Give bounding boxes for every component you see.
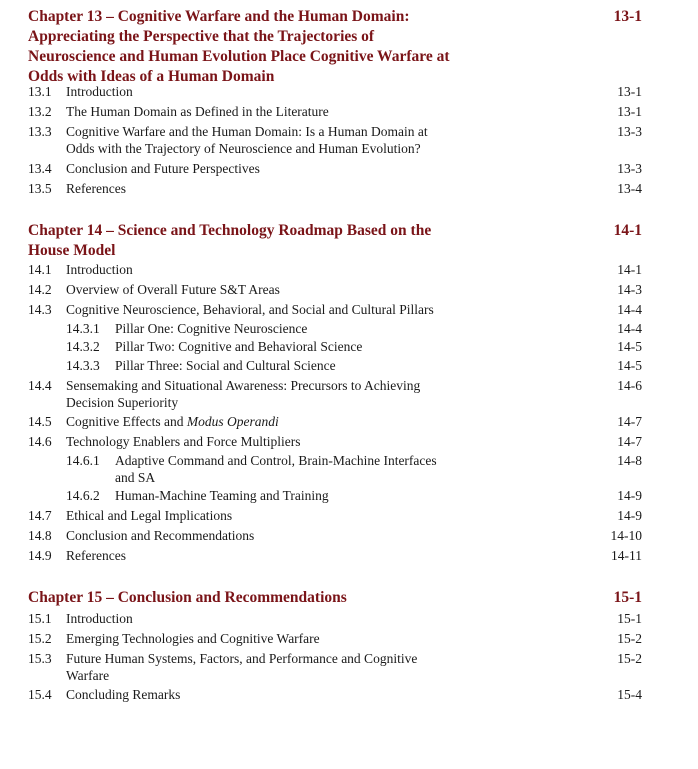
chapter-title: Chapter 15 – Conclusion and Recommendations	[28, 589, 347, 606]
section-page: 13-1	[617, 84, 642, 99]
section-number: 13.4	[28, 161, 52, 176]
section-number: 14.3.1	[66, 321, 100, 336]
section-page: 14-5	[617, 358, 642, 373]
section-number: 14.7	[28, 508, 52, 523]
section-page: 14-9	[617, 488, 642, 503]
section-page: 14-10	[610, 528, 642, 543]
section-title: Human-Machine Teaming and Training	[115, 488, 329, 503]
section-page: 13-1	[617, 104, 642, 119]
chapter-title: Chapter 13 – Cognitive Warfare and the Human Domain: Appreciating the Perspective that the Trajectories of Neuroscience and Human Evolution Place Cognitive Warfare at Odds with Ideas of a Human Domain	[28, 8, 450, 85]
section-page: 13-3	[617, 161, 642, 176]
section-page: 14-9	[617, 508, 642, 523]
section-page: 14-11	[611, 548, 642, 563]
section-page: 14-7	[617, 434, 642, 449]
section-title: Cognitive Neuroscience, Behavioral, and Social and Cultural Pillars	[66, 302, 434, 317]
section-number: 15.3	[28, 651, 52, 666]
section-number: 14.8	[28, 528, 52, 543]
section-title: Introduction	[66, 84, 133, 99]
section-title: Pillar Two: Cognitive and Behavioral Science	[115, 339, 363, 354]
section-number: 13.3	[28, 124, 52, 139]
section-number: 15.1	[28, 611, 52, 626]
section-number: 14.9	[28, 548, 52, 563]
section-number: 14.3.2	[66, 339, 100, 354]
section-title-italic: Modus Operandi	[186, 414, 279, 429]
section-title-text: Cognitive Effects and	[66, 414, 187, 429]
section-title: Technology Enablers and Force Multipliers	[66, 434, 301, 449]
section-number: 14.6.2	[66, 488, 100, 503]
section-title: Emerging Technologies and Cognitive Warfare	[66, 631, 320, 646]
section-number: 14.2	[28, 282, 52, 297]
section-title: Pillar One: Cognitive Neuroscience	[115, 321, 308, 336]
section-title: Overview of Overall Future S&T Areas	[66, 282, 280, 297]
section-title: Introduction	[66, 262, 133, 277]
section-page: 15-2	[617, 651, 642, 666]
section-number: 15.4	[28, 687, 52, 702]
section-page: 13-3	[617, 124, 642, 139]
section-number: 14.5	[28, 414, 52, 429]
section-page: 14-5	[617, 339, 642, 354]
section-number: 14.6.1	[66, 453, 100, 468]
section-title: Introduction	[66, 611, 133, 626]
section-number: 14.1	[28, 262, 52, 277]
section-number: 13.1	[28, 84, 52, 99]
section-page: 14-6	[617, 378, 642, 393]
chapter-title: Chapter 14 – Science and Technology Roadmap Based on the House Model	[28, 222, 432, 259]
section-page: 14-7	[617, 414, 642, 429]
section-number: 15.2	[28, 631, 52, 646]
section-number: 14.6	[28, 434, 52, 449]
section-page: 14-4	[617, 321, 642, 336]
section-number: 14.4	[28, 378, 52, 393]
chapter-page: 15-1	[613, 589, 642, 606]
section-page: 13-4	[617, 181, 642, 196]
section-title	[66, 414, 466, 431]
section-page: 15-1	[617, 611, 642, 626]
section-page: 15-2	[617, 631, 642, 646]
section-page: 15-4	[617, 687, 642, 702]
section-title: References	[66, 181, 126, 196]
section-title: Pillar Three: Social and Cultural Science	[115, 358, 336, 373]
section-title: Sensemaking and Situational Awareness: Precursors to Achieving Decision Superiority	[66, 378, 421, 410]
section-title: Adaptive Command and Control, Brain-Machine Interfaces and SA	[115, 453, 437, 485]
section-page: 14-1	[617, 262, 642, 277]
section-number: 14.3	[28, 302, 52, 317]
section-title: Conclusion and Future Perspectives	[66, 161, 260, 176]
chapter-page: 14-1	[613, 222, 642, 239]
section-page: 14-4	[617, 302, 642, 317]
section-title: Conclusion and Recommendations	[66, 528, 255, 543]
section-title: Cognitive Warfare and the Human Domain: Is a Human Domain at Odds with the Trajectory of Neuroscience and Human Evolution?	[66, 124, 428, 156]
section-page: 14-3	[617, 282, 642, 297]
section-page: 14-8	[617, 453, 642, 468]
section-title: The Human Domain as Defined in the Literature	[66, 104, 329, 119]
section-number: 13.5	[28, 181, 52, 196]
section-title: References	[66, 548, 126, 563]
section-number: 14.3.3	[66, 358, 100, 373]
section-title: Future Human Systems, Factors, and Performance and Cognitive Warfare	[66, 651, 418, 683]
section-title: Concluding Remarks	[66, 687, 181, 702]
chapter-page: 13-1	[613, 8, 642, 25]
section-number: 13.2	[28, 104, 52, 119]
section-title: Ethical and Legal Implications	[66, 508, 233, 523]
